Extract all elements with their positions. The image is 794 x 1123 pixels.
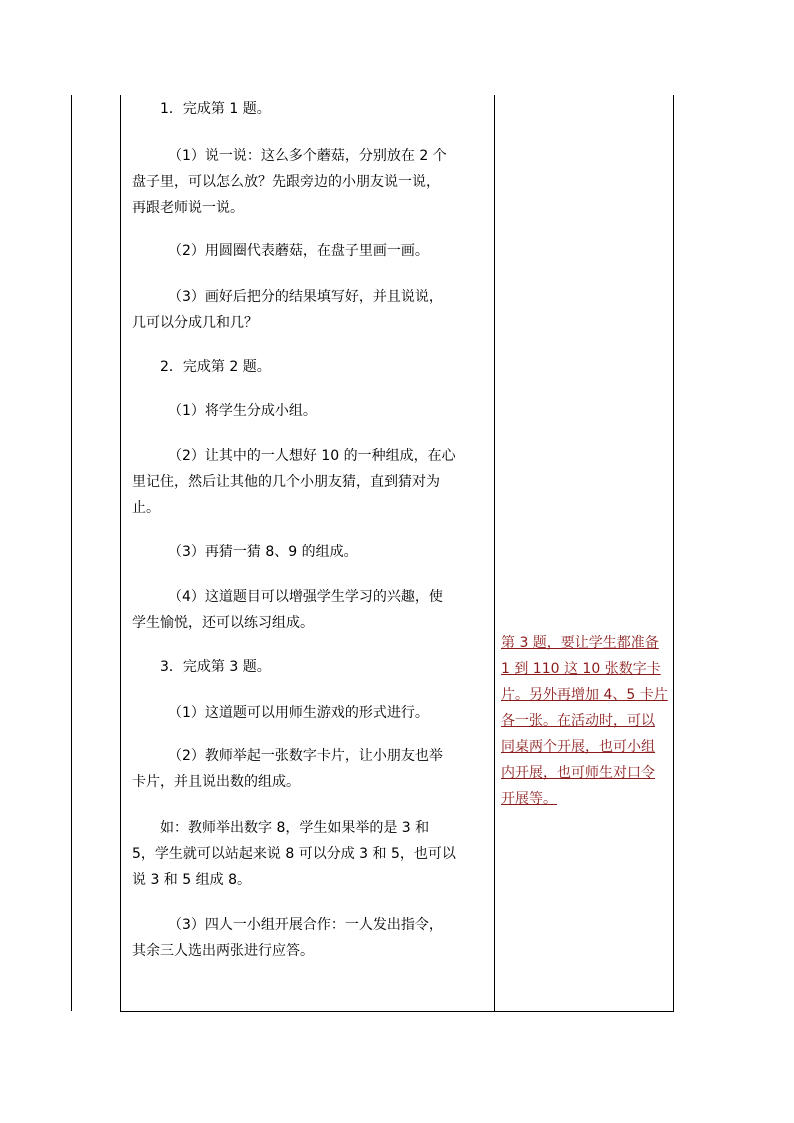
note-line: 各一张。在活动时，可以 [501, 713, 655, 729]
example-line1: 如：教师举出数字 8，学生如果举的是 3 和 [160, 820, 430, 836]
step-3-3-line2: 其余三人选出两张进行应答。 [132, 943, 314, 959]
note-line: 同桌两个开展，也可小组 [501, 739, 655, 755]
step-2-1-line1: （1）将学生分成小组。 [168, 403, 317, 419]
note-line: 开展等。 [501, 791, 557, 807]
table-bottom-border [120, 1011, 674, 1012]
step-1-1-line2: 盘子里，可以怎么放？先跟旁边的小朋友说一说， [132, 174, 440, 190]
left-margin-line [71, 95, 72, 1011]
step-3-3-line1: （3）四人一小组开展合作：一人发出指令， [168, 917, 443, 933]
step-2-4-line1: （4）这道题目可以增强学生学习的兴趣，使 [168, 589, 443, 605]
step-1-1-line1: （1）说一说：这么多个蘑菇，分别放在 2 个 [168, 148, 447, 164]
step-3-1-line1: （1）这道题可以用师生游戏的形式进行。 [168, 705, 429, 721]
note-line: 1 到 110 这 10 张数字卡 [501, 661, 661, 677]
example-line2: 5，学生就可以站起来说 8 可以分成 3 和 5，也可以 [132, 846, 456, 862]
step-1-2-line1: （2）用圆圈代表蘑菇，在盘子里画一画。 [168, 243, 429, 259]
step-1-heading: 1．完成第 1 题。 [160, 101, 271, 117]
note-line: 第 3 题，要让学生都准备 [501, 635, 659, 651]
step-1-1-line3: 再跟老师说一说。 [132, 200, 244, 216]
step-2-3-line1: （3）再猜一猜 8、9 的组成。 [168, 544, 358, 560]
column-divider [494, 95, 495, 1012]
example-line3: 说 3 和 5 组成 8。 [132, 872, 251, 888]
step-3-heading: 3．完成第 3 题。 [160, 659, 271, 675]
step-2-2-line3: 止。 [132, 500, 160, 516]
step-1-3-line1: （3）画好后把分的结果填写好，并且说说， [168, 289, 443, 305]
step-2-2-line1: （2）让其中的一人想好 10 的一种组成，在心 [168, 448, 456, 464]
table-right-border [673, 95, 674, 1012]
step-2-heading: 2．完成第 2 题。 [160, 359, 271, 375]
note-line: 片。另外再增加 4、5 卡片 [501, 687, 668, 703]
step-1-3-line2: 几可以分成几和几？ [132, 315, 258, 331]
step-3-2-line1: （2）教师举起一张数字卡片，让小朋友也举 [168, 748, 443, 764]
teacher-note [501, 630, 671, 812]
step-3-2-line2: 卡片，并且说出数的组成。 [132, 774, 300, 790]
step-2-4-line2: 学生愉悦，还可以练习组成。 [132, 615, 314, 631]
note-line: 内开展，也可师生对口令 [501, 765, 655, 781]
table-left-border [120, 95, 121, 1012]
step-2-2-line2: 里记住，然后让其他的几个小朋友猜，直到猜对为 [132, 474, 440, 490]
